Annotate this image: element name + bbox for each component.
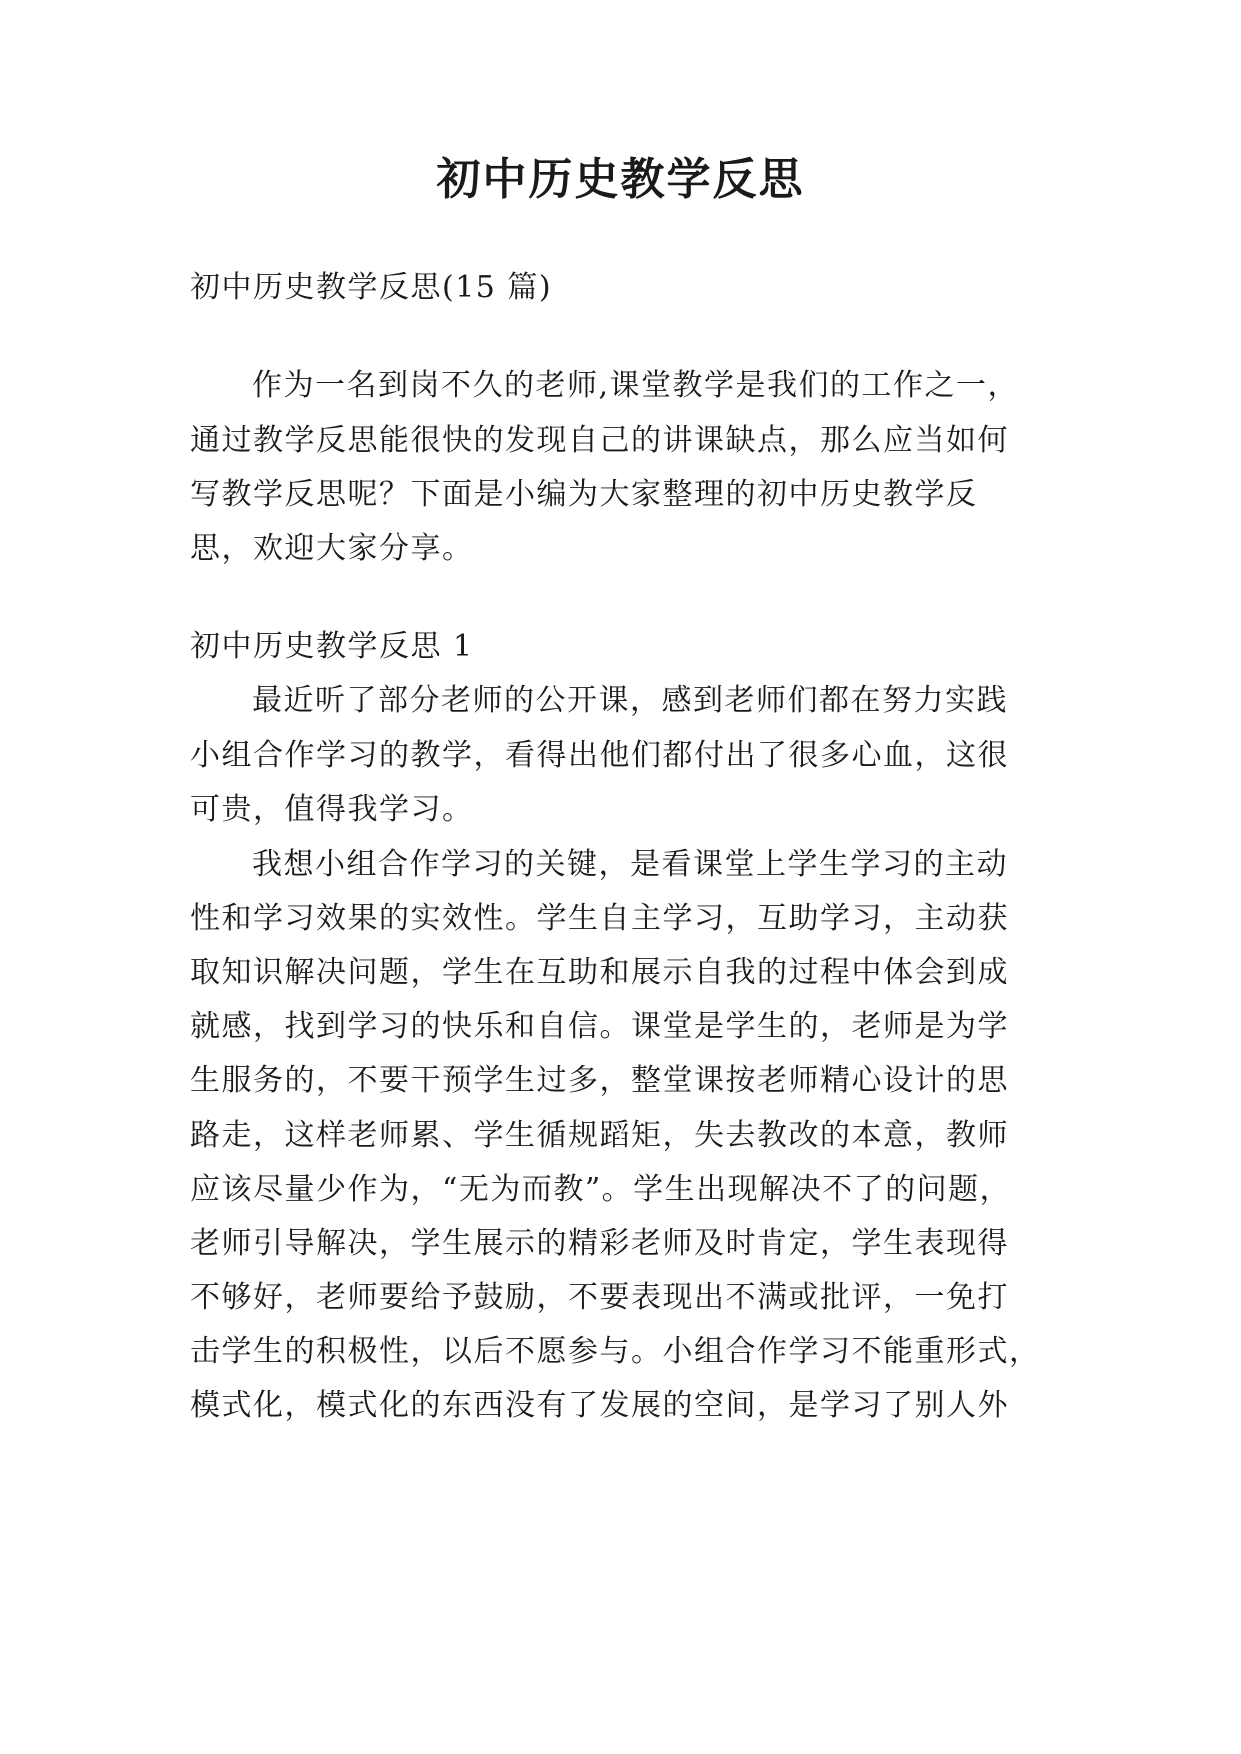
paragraph-line: 小组合作学习的教学，看得出他们都付出了很多心血，这很 bbox=[190, 738, 1009, 773]
paragraph-line: 我想小组合作学习的关键，是看课堂上学生学习的主动 bbox=[252, 847, 1008, 882]
section-heading: 初中历史教学反思 1 bbox=[190, 629, 474, 664]
paragraph-line: 击学生的积极性，以后不愿参与。小组合作学习不能重形式， bbox=[190, 1334, 1041, 1369]
paragraph-line: 取知识解决问题，学生在互助和展示自我的过程中体会到成 bbox=[190, 955, 1009, 990]
paragraph-line: 应该尽量少作为，“无为而教”。学生出现解决不了的问题， bbox=[190, 1172, 1012, 1207]
paragraph-line: 可贵，值得我学习。 bbox=[190, 792, 474, 827]
intro-line: 思，欢迎大家分享。 bbox=[190, 531, 474, 566]
paragraph-line: 路走，这样老师累、学生循规蹈矩，失去教改的本意，教师 bbox=[190, 1118, 1009, 1153]
paragraph-line: 生服务的，不要干预学生过多，整堂课按老师精心设计的思 bbox=[190, 1063, 1009, 1098]
paragraph-line: 老师引导解决，学生展示的精彩老师及时肯定，学生表现得 bbox=[190, 1226, 1009, 1261]
paragraph-line: 模式化，模式化的东西没有了发展的空间，是学习了别人外 bbox=[190, 1388, 1009, 1423]
intro-line: 作为一名到岗不久的老师,课堂教学是我们的工作之一， bbox=[252, 368, 1020, 403]
paragraph-line: 最近听了部分老师的公开课，感到老师们都在努力实践 bbox=[252, 683, 1008, 718]
document-subtitle: 初中历史教学反思(15 篇) bbox=[190, 270, 553, 305]
paragraph-line: 就感，找到学习的快乐和自信。课堂是学生的，老师是为学 bbox=[190, 1009, 1009, 1044]
intro-line: 写教学反思呢？下面是小编为大家整理的初中历史教学反 bbox=[190, 477, 978, 512]
paragraph-line: 性和学习效果的实效性。学生自主学习，互助学习，主动获 bbox=[190, 901, 1009, 936]
intro-line: 通过教学反思能很快的发现自己的讲课缺点，那么应当如何 bbox=[190, 423, 1009, 458]
document-title: 初中历史教学反思 bbox=[436, 154, 805, 205]
paragraph-line: 不够好，老师要给予鼓励，不要表现出不满或批评，一免打 bbox=[190, 1280, 1009, 1315]
